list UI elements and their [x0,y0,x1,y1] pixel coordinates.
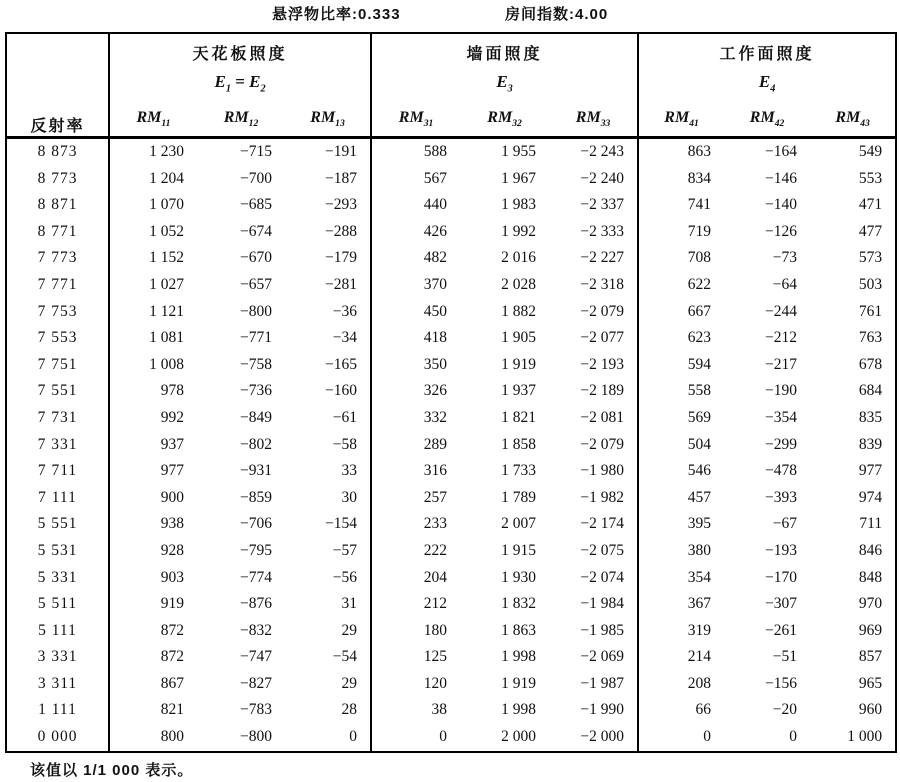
value-cell: −36 [332,302,358,320]
rm11-column-header: $RM_{11}$ [109,100,197,138]
value-cell: 395 [638,511,724,538]
value-cell: −2 337 [580,196,625,214]
reflectance-value: 8 773 [37,169,78,187]
value-cell: −288 [325,222,358,240]
table-row [6,565,896,592]
page-header [0,3,900,29]
value-cell: −393 [765,488,798,506]
value-cell: 29 [341,674,358,692]
rm43-column-header: $RM_{43}$ [835,109,870,130]
value-cell: 977 [109,458,197,485]
value-cell: 471 [858,196,883,214]
value-cell: 477 [858,222,883,240]
value-cell: −2 079 [580,435,625,453]
value-cell: 380 [638,538,724,565]
table-row [6,405,896,432]
value-cell: 846 [858,541,883,559]
value-cell: −800 [240,728,272,746]
value-cell: −2 243 [580,143,625,160]
value-cell: 319 [638,618,724,645]
value-cell: 1 733 [501,462,537,480]
rm33-column-header: $RM_{33}$ [575,109,611,130]
value-cell: 834 [638,166,724,193]
value-cell: 938 [109,511,197,538]
value-cell: 332 [371,405,460,432]
table-row [6,378,896,405]
value-cell: −1 990 [580,701,625,719]
value-cell: −193 [765,541,798,559]
value-cell: 208 [638,671,724,698]
value-cell: 426 [371,219,460,246]
rm42-column-header: $RM_{42}$ [749,109,785,130]
value-cell: −2 075 [580,541,625,559]
reflectance-value: 7 331 [37,435,78,453]
value-cell: 2 007 [501,515,537,533]
value-cell: −164 [765,143,798,160]
value-cell: 928 [109,538,197,565]
value-cell: −58 [332,435,358,453]
table-row [6,299,896,326]
reflectance-column-header: 反射率 [30,118,85,135]
value-cell: 763 [858,329,883,347]
value-cell: 1 121 [109,299,197,326]
value-cell: −217 [765,355,798,373]
value-cell: −67 [772,515,798,533]
reflectance-value: 8 771 [37,222,78,240]
value-cell: 418 [371,325,460,352]
value-cell: −2 333 [580,222,625,240]
value-cell: −160 [325,382,358,400]
value-cell: 867 [109,671,197,698]
value-cell: 1 000 [847,728,883,746]
value-cell: −2 079 [580,302,625,320]
value-cell: 0 [371,724,460,752]
value-cell: 504 [638,432,724,459]
value-cell: −51 [772,648,798,666]
value-cell: 2 016 [501,249,537,267]
reflectance-value: 7 753 [37,302,78,320]
value-cell: 1 919 [501,674,537,692]
reflectance-value: 8 871 [37,196,78,214]
value-cell: 546 [638,458,724,485]
table-row [6,671,896,698]
value-cell: 1 230 [109,138,197,166]
rm13-column-header: $RM_{13}$ [310,109,345,130]
value-cell: 1 204 [109,166,197,193]
value-cell: 622 [638,272,724,299]
value-cell: −827 [240,674,272,692]
value-cell: 204 [371,565,460,592]
value-cell: 839 [858,435,883,453]
table-row [6,325,896,352]
value-cell: 992 [109,405,197,432]
value-cell: −57 [332,541,358,559]
value-cell: −299 [765,435,798,453]
value-cell: 835 [858,408,883,426]
table-row [6,538,896,565]
value-cell: −156 [765,674,798,692]
footnote: 该值以 1/1 000 表示。 [30,762,194,779]
value-cell: 1 937 [501,382,537,400]
value-cell: 1 998 [501,701,537,719]
value-cell: −20 [772,701,798,719]
value-cell: −2 077 [580,329,625,347]
value-cell: −800 [240,302,272,320]
value-cell: −478 [765,462,798,480]
value-cell: 863 [638,138,724,166]
reflectance-value: 7 551 [37,382,78,400]
reflectance-value: 7 553 [37,329,78,347]
value-cell: 440 [371,192,460,219]
value-cell: 588 [371,138,460,166]
suspension-ratio-label: 悬浮物比率:0.333 [272,6,401,23]
value-cell: 0 [349,728,358,746]
value-cell: 960 [858,701,883,719]
value-cell: 354 [638,565,724,592]
value-cell: −758 [240,355,272,373]
value-cell: −2 318 [580,275,625,293]
value-cell: 1 930 [501,568,537,586]
value-cell: 711 [859,515,883,533]
value-cell: 977 [858,462,883,480]
value-cell: −1 985 [580,621,625,639]
value-cell: −64 [772,275,798,293]
value-cell: 678 [858,355,883,373]
reflectance-value: 5 111 [38,621,77,639]
value-cell: 450 [371,299,460,326]
table-row [6,245,896,272]
value-cell: 900 [109,485,197,512]
value-cell: 367 [638,591,724,618]
value-cell: −706 [240,515,272,533]
value-cell: 970 [858,595,883,613]
value-cell: −2 193 [580,355,625,373]
value-cell: −747 [240,648,272,666]
value-cell: −736 [240,382,272,400]
value-cell: 29 [341,621,358,639]
value-cell: 222 [371,538,460,565]
table-row [6,352,896,379]
value-cell: −700 [240,169,272,187]
value-cell: −293 [325,196,358,214]
value-cell: 1 955 [501,143,537,160]
value-cell: 316 [371,458,460,485]
value-cell: 848 [858,568,883,586]
value-cell: 569 [638,405,724,432]
room-index-label: 房间指数:4.00 [505,6,609,23]
value-cell: 1 863 [501,621,537,639]
table-row [6,697,896,724]
value-cell: 872 [109,644,197,671]
table-row [6,138,896,166]
value-cell: −1 984 [580,595,625,613]
table-row [6,219,896,246]
value-cell: −783 [240,701,272,719]
value-cell: 708 [638,245,724,272]
value-cell: 919 [109,591,197,618]
value-cell: 28 [341,701,358,719]
value-cell: 1 998 [501,648,537,666]
value-cell: 1 919 [501,355,537,373]
table-body [6,138,896,752]
reflectance-value: 7 771 [37,275,78,293]
reflectance-value: 8 873 [37,143,78,160]
table-row [6,166,896,193]
value-cell: −802 [240,435,272,453]
value-cell: −179 [325,249,358,267]
value-cell: 1 789 [501,488,537,506]
value-cell: 1 858 [501,435,537,453]
value-cell: −859 [240,488,272,506]
value-cell: 558 [638,378,724,405]
value-cell: 1 821 [501,408,537,426]
value-cell: −931 [240,462,272,480]
value-cell: −244 [765,302,798,320]
value-cell: 1 832 [501,595,537,613]
reflectance-value: 7 111 [38,488,77,506]
value-cell: −73 [772,249,798,267]
table-row [6,644,896,671]
value-cell: 684 [858,382,883,400]
value-cell: 623 [638,325,724,352]
reflectance-value: 1 111 [38,701,77,719]
table-row [6,458,896,485]
value-cell: −212 [765,329,798,347]
value-cell: −2 174 [580,515,625,533]
workplane-formula: $E_4$ [638,64,896,100]
value-cell: 969 [858,621,883,639]
reflectance-value: 7 773 [37,249,78,267]
value-cell: −876 [240,595,272,613]
value-cell: 482 [371,245,460,272]
value-cell: −261 [765,621,798,639]
reflectance-value: 3 331 [37,648,78,666]
value-cell: −2 074 [580,568,625,586]
value-cell: 326 [371,378,460,405]
value-cell: 33 [341,462,358,480]
reflectance-value: 5 511 [37,595,78,613]
value-cell: 567 [371,166,460,193]
table-header [6,33,896,138]
reflectance-value: 7 751 [37,355,78,373]
value-cell: 1 081 [109,325,197,352]
workplane-illuminance-group-header: 工作面照度 [638,33,896,64]
value-cell: 761 [858,302,883,320]
value-cell: 553 [858,169,883,187]
value-cell: −2 081 [580,408,625,426]
value-cell: 1 052 [109,219,197,246]
value-cell: 937 [109,432,197,459]
reflectance-value: 7 711 [37,462,78,480]
value-cell: 872 [109,618,197,645]
value-cell: 549 [858,143,883,160]
value-cell: 180 [371,618,460,645]
value-cell: −1 982 [580,488,625,506]
value-cell: −191 [325,143,358,160]
value-cell: 821 [109,697,197,724]
value-cell: −307 [765,595,798,613]
rm12-column-header: $RM_{12}$ [223,109,259,130]
rm32-column-header: $RM_{32}$ [487,109,522,130]
value-cell: 2 000 [501,728,537,746]
value-cell: −354 [765,408,798,426]
table-row [6,432,896,459]
value-cell: 350 [371,352,460,379]
value-cell: −1 987 [580,674,625,692]
value-cell: 457 [638,485,724,512]
value-cell: −832 [240,621,272,639]
value-cell: 370 [371,272,460,299]
value-cell: 1 027 [109,272,197,299]
value-cell: −165 [325,355,358,373]
value-cell: −190 [765,382,798,400]
reflectance-value: 7 731 [37,408,78,426]
wall-formula: $E_3$ [371,64,638,100]
value-cell: 0 [638,724,724,752]
value-cell: −2 227 [580,249,625,267]
reflectance-value: 0 000 [37,728,78,746]
table-row [6,272,896,299]
value-cell: −795 [240,541,272,559]
value-cell: 974 [858,488,883,506]
value-cell: 503 [858,275,883,293]
value-cell: −34 [332,329,358,347]
value-cell: −1 980 [580,462,625,480]
value-cell: −657 [240,275,272,293]
reflectance-value: 5 551 [37,515,78,533]
value-cell: −2 069 [580,648,625,666]
value-cell: −674 [240,222,272,240]
value-cell: −774 [240,568,272,586]
value-cell: 233 [371,511,460,538]
ceiling-formula: $E_1 = E_2$ [109,64,371,100]
value-cell: −56 [332,568,358,586]
table-row [6,485,896,512]
value-cell: 1 905 [501,329,537,347]
value-cell: 30 [341,488,358,506]
ceiling-illuminance-group-header: 天花板照度 [109,33,371,64]
value-cell: 2 028 [501,275,537,293]
reflectance-value: 3 311 [37,674,78,692]
value-cell: −2 000 [580,728,625,746]
table-row [6,618,896,645]
value-cell: 212 [371,591,460,618]
table-row [6,192,896,219]
value-cell: 120 [371,671,460,698]
value-cell: 1 008 [109,352,197,379]
table-row [6,724,896,752]
illuminance-coefficient-table [5,32,897,753]
value-cell: 38 [371,697,460,724]
value-cell: 66 [638,697,724,724]
value-cell: −140 [765,196,798,214]
value-cell: 965 [858,674,883,692]
value-cell: 903 [109,565,197,592]
reflectance-value: 5 331 [37,568,78,586]
value-cell: 31 [341,595,358,613]
value-cell: −2 189 [580,382,625,400]
wall-illuminance-group-header: 墙面照度 [371,33,638,64]
value-cell: −715 [240,143,272,160]
value-cell: −849 [240,408,272,426]
value-cell: 1 967 [501,169,537,187]
value-cell: 1 983 [501,196,537,214]
value-cell: 741 [638,192,724,219]
rm31-column-header: $RM_{31}$ [371,100,460,138]
value-cell: −2 240 [580,169,625,187]
value-cell: 978 [109,378,197,405]
value-cell: 214 [638,644,724,671]
reflectance-value: 5 531 [37,541,78,559]
value-cell: −170 [765,568,798,586]
value-cell: 719 [638,219,724,246]
value-cell: −187 [325,169,358,187]
value-cell: 1 070 [109,192,197,219]
value-cell: −281 [325,275,358,293]
value-cell: 857 [858,648,883,666]
value-cell: 1 992 [501,222,537,240]
value-cell: 1 882 [501,302,537,320]
value-cell: −154 [325,515,358,533]
table-row [6,511,896,538]
value-cell: 1 915 [501,541,537,559]
value-cell: 594 [638,352,724,379]
value-cell: 1 152 [109,245,197,272]
table-row [6,591,896,618]
rm41-column-header: $RM_{41}$ [638,100,724,138]
value-cell: 573 [858,249,883,267]
value-cell: −126 [765,222,798,240]
value-cell: −146 [765,169,798,187]
value-cell: 257 [371,485,460,512]
value-cell: −61 [332,408,358,426]
value-cell: −54 [332,648,358,666]
value-cell: 125 [371,644,460,671]
value-cell: 667 [638,299,724,326]
value-cell: −771 [240,329,272,347]
value-cell: 289 [371,432,460,459]
value-cell: −685 [240,196,272,214]
value-cell: −670 [240,249,272,267]
value-cell: 800 [109,724,197,752]
value-cell: 0 [789,728,798,746]
